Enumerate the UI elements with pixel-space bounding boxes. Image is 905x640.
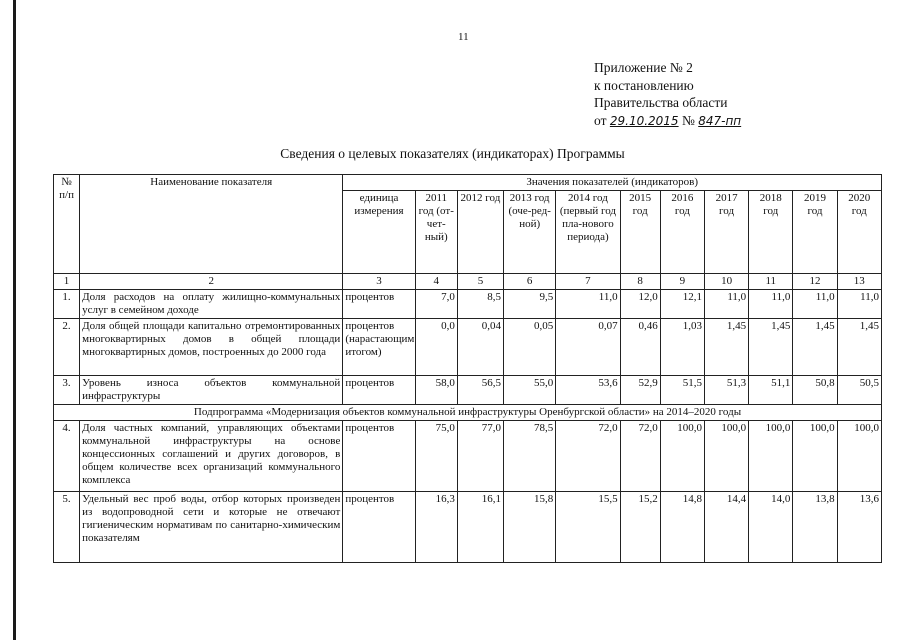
header-year: 2011 год (от-чет-ный) — [415, 191, 457, 274]
header-year: 2017 год — [704, 191, 748, 274]
table-row — [54, 290, 882, 319]
column-number: 3 — [343, 274, 415, 290]
value-cell: 51,1 — [749, 376, 793, 405]
indicator-name: Доля частных компаний, управляющих объектами коммунальной инфраструктуры на основе концессионных соглашений и других договоров, в общем количестве всех организаций коммунального комплекса — [80, 421, 343, 492]
annex-government: Правительства области — [594, 95, 728, 110]
value-cell: 9,5 — [504, 290, 556, 319]
table-row — [54, 492, 882, 563]
column-number: 5 — [457, 274, 503, 290]
header-row — [54, 175, 882, 191]
row-number: 3. — [54, 376, 80, 405]
value-cell: 12,0 — [620, 290, 660, 319]
value-cell: 11,0 — [749, 290, 793, 319]
annex-from-prefix: от — [594, 112, 607, 128]
annex-number-prefix: № — [681, 112, 695, 128]
header-year: 2013 год (оче-ред-ной) — [504, 191, 556, 274]
table-row — [54, 421, 882, 492]
value-cell: 0,0 — [415, 319, 457, 376]
value-cell: 1,45 — [837, 319, 881, 376]
value-cell: 16,3 — [415, 492, 457, 563]
header-name: Наименование показателя — [80, 175, 343, 274]
value-cell: 55,0 — [504, 376, 556, 405]
row-number: 5. — [54, 492, 80, 563]
subprogram-title: Подпрограмма «Модернизация объектов коммунальной инфраструктуры Оренбургской области» на 2014–2020 годы — [54, 405, 882, 421]
column-number-row — [54, 274, 882, 290]
row-number: 2. — [54, 319, 80, 376]
scan-edge-line — [13, 0, 16, 640]
value-cell: 0,46 — [620, 319, 660, 376]
column-number: 10 — [704, 274, 748, 290]
value-cell: 14,0 — [749, 492, 793, 563]
value-cell: 13,6 — [837, 492, 881, 563]
value-cell: 50,8 — [793, 376, 837, 405]
value-cell: 13,8 — [793, 492, 837, 563]
unit-cell: процентов — [343, 376, 415, 405]
header-year: 2019 год — [793, 191, 837, 274]
value-cell: 51,5 — [660, 376, 704, 405]
row-number: 4. — [54, 421, 80, 492]
header-unit: единица измерения — [343, 191, 415, 274]
row-number: 1. — [54, 290, 80, 319]
indicator-name: Уровень износа объектов коммунальной инфраструктуры — [80, 376, 343, 405]
column-number: 7 — [556, 274, 620, 290]
value-cell: 7,0 — [415, 290, 457, 319]
value-cell: 58,0 — [415, 376, 457, 405]
unit-cell: процентов — [343, 421, 415, 492]
column-number: 2 — [80, 274, 343, 290]
indicators-table — [53, 174, 882, 563]
subprogram-row — [54, 405, 882, 421]
column-number: 8 — [620, 274, 660, 290]
column-number: 12 — [793, 274, 837, 290]
header-year: 2016 год — [660, 191, 704, 274]
indicator-name: Доля расходов на оплату жилищно-коммунальных услуг в семейном доходе — [80, 290, 343, 319]
annex-date: 29.10.2015 — [609, 113, 679, 128]
value-cell: 1,45 — [793, 319, 837, 376]
table-row — [54, 376, 882, 405]
document-title: Сведения о целевых показателях (индикаторах) Программы — [280, 146, 625, 161]
column-number: 11 — [749, 274, 793, 290]
value-cell: 11,0 — [793, 290, 837, 319]
value-cell: 50,5 — [837, 376, 881, 405]
annex-date-number — [594, 112, 741, 131]
value-cell: 12,1 — [660, 290, 704, 319]
annex-number: 847-пп — [698, 113, 742, 128]
header-year: 2015 год — [620, 191, 660, 274]
value-cell: 53,6 — [556, 376, 620, 405]
value-cell: 51,3 — [704, 376, 748, 405]
annex-resolution: к постановлению — [594, 77, 694, 93]
value-cell: 16,1 — [457, 492, 503, 563]
header-year: 2014 год (первый год пла-нового периода) — [556, 191, 620, 274]
header-year: 2018 год — [749, 191, 793, 274]
column-number: 1 — [54, 274, 80, 290]
indicator-name: Удельный вес проб воды, отбор которых произведен из водопроводной сети и которые не отвечают гигиеническим нормативам по санитарно-химическим показателям — [80, 492, 343, 563]
header-values-group: Значения показателей (индикаторов) — [343, 175, 882, 191]
value-cell: 100,0 — [749, 421, 793, 492]
value-cell: 0,07 — [556, 319, 620, 376]
value-cell: 15,2 — [620, 492, 660, 563]
value-cell: 77,0 — [457, 421, 503, 492]
value-cell: 1,03 — [660, 319, 704, 376]
value-cell: 100,0 — [837, 421, 881, 492]
column-number: 6 — [504, 274, 556, 290]
value-cell: 14,8 — [660, 492, 704, 563]
unit-cell: процентов — [343, 492, 415, 563]
value-cell: 15,5 — [556, 492, 620, 563]
value-cell: 52,9 — [620, 376, 660, 405]
annex-block — [594, 59, 741, 130]
value-cell: 11,0 — [837, 290, 881, 319]
value-cell: 0,05 — [504, 319, 556, 376]
value-cell: 100,0 — [793, 421, 837, 492]
value-cell: 72,0 — [556, 421, 620, 492]
header-num: № п/п — [54, 175, 80, 274]
value-cell: 56,5 — [457, 376, 503, 405]
value-cell: 72,0 — [620, 421, 660, 492]
value-cell: 100,0 — [704, 421, 748, 492]
column-number: 9 — [660, 274, 704, 290]
annex-title: Приложение № 2 — [594, 60, 693, 75]
value-cell: 11,0 — [556, 290, 620, 319]
page-number: 11 — [458, 31, 469, 43]
indicator-name: Доля общей площади капитально отремонтированных многоквартирных домов в общей площади многоквартирных домов, построенных до 2000 года — [80, 319, 343, 376]
value-cell: 78,5 — [504, 421, 556, 492]
value-cell: 15,8 — [504, 492, 556, 563]
value-cell: 1,45 — [749, 319, 793, 376]
value-cell: 1,45 — [704, 319, 748, 376]
header-year: 2020 год — [837, 191, 881, 274]
header-year: 2012 год — [457, 191, 503, 274]
unit-cell: процентов (нарастающим итогом) — [343, 319, 415, 376]
value-cell: 11,0 — [704, 290, 748, 319]
value-cell: 8,5 — [457, 290, 503, 319]
value-cell: 0,04 — [457, 319, 503, 376]
table-row — [54, 319, 882, 376]
unit-cell: процентов — [343, 290, 415, 319]
value-cell: 75,0 — [415, 421, 457, 492]
value-cell: 14,4 — [704, 492, 748, 563]
value-cell: 100,0 — [660, 421, 704, 492]
column-number: 4 — [415, 274, 457, 290]
column-number: 13 — [837, 274, 881, 290]
